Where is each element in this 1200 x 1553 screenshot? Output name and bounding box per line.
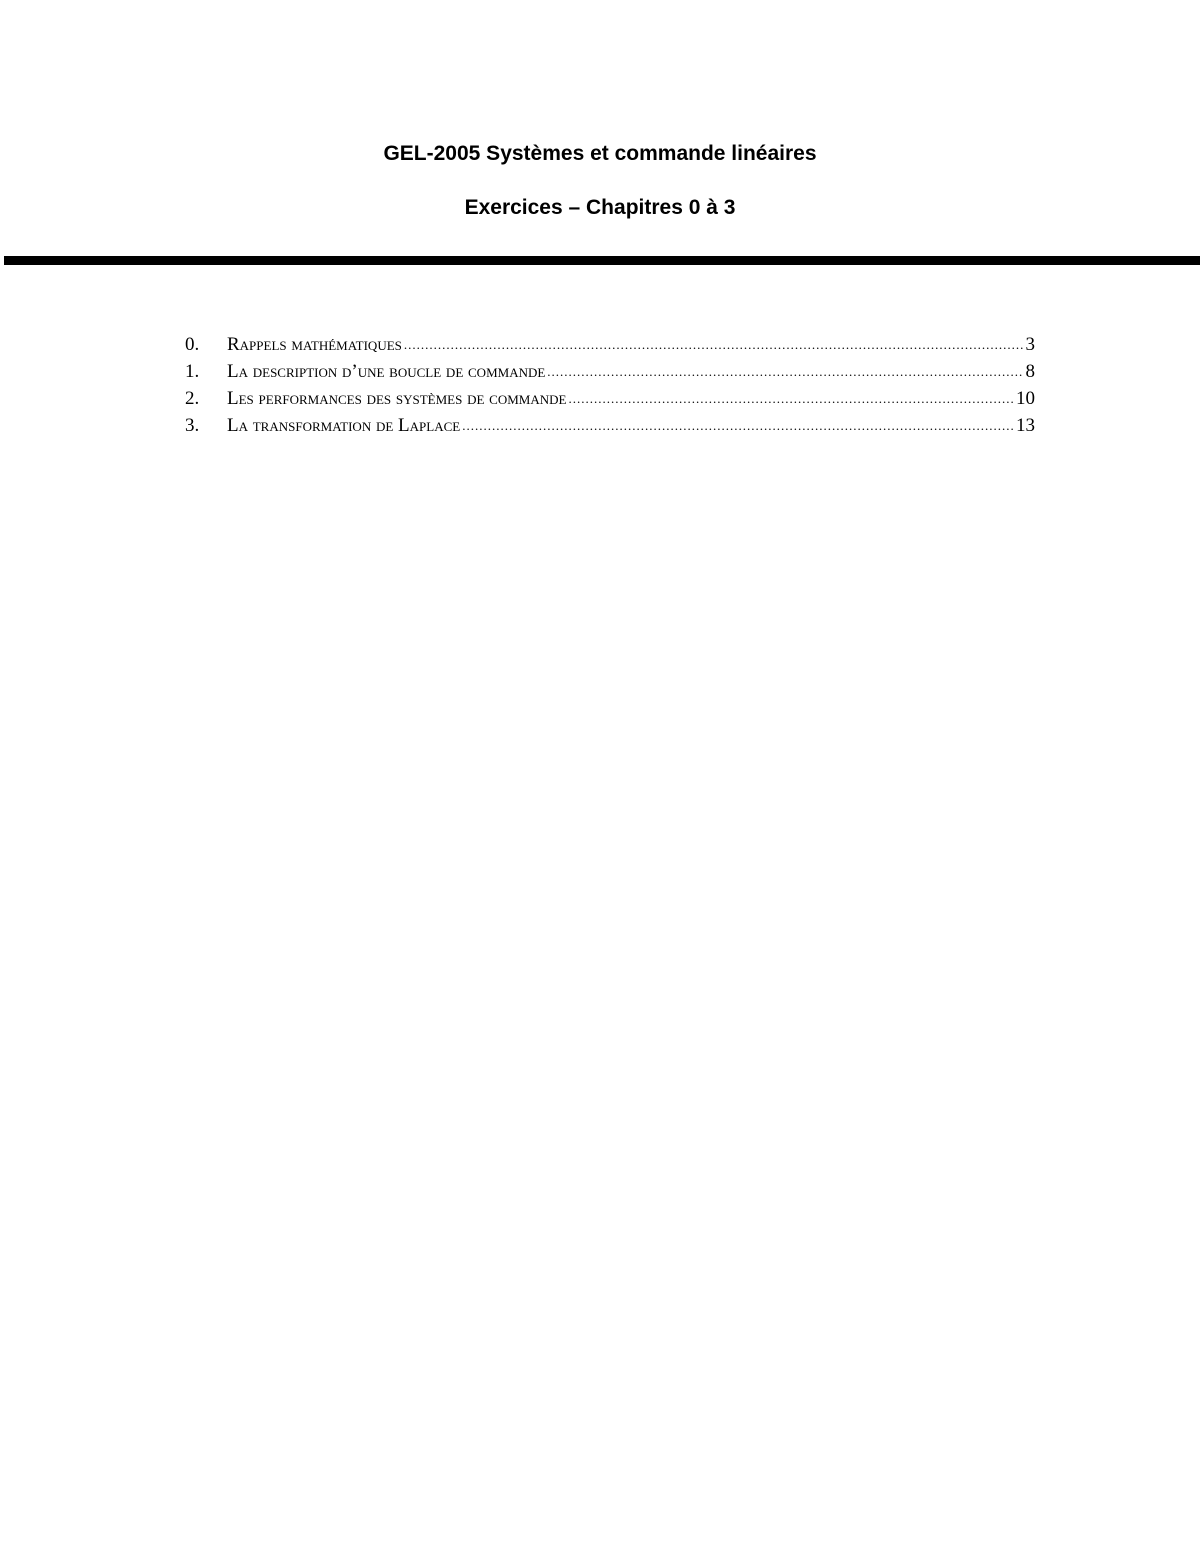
toc-entry-number: 3. xyxy=(185,415,200,436)
toc-entry-page: 8 xyxy=(1025,361,1035,382)
toc-entry-number: 0. xyxy=(185,334,200,355)
toc-entry-label: Rappels mathématiques xyxy=(227,334,402,355)
toc-entry-number: 1. xyxy=(185,361,200,382)
table-of-contents xyxy=(185,331,1035,439)
toc-entry-chapter-3[interactable] xyxy=(185,412,1035,439)
toc-entry-number: 2. xyxy=(185,388,200,409)
document-title: GEL-2005 Systèmes et commande linéaires xyxy=(383,142,817,165)
toc-entry-chapter-2[interactable] xyxy=(185,385,1035,412)
toc-entry-label: Les performances des systèmes de commande xyxy=(227,388,567,409)
dot-leader xyxy=(404,331,1023,358)
toc-entry-page: 10 xyxy=(1016,388,1035,409)
toc-entry-label: La transformation de Laplace xyxy=(227,415,461,436)
dot-leader xyxy=(568,385,1013,412)
dot-leader xyxy=(462,412,1013,439)
toc-entry-page: 3 xyxy=(1025,334,1035,355)
toc-entry-page: 13 xyxy=(1016,415,1035,436)
document-subtitle: Exercices – Chapitres 0 à 3 xyxy=(464,196,736,219)
toc-entry-chapter-0[interactable] xyxy=(185,331,1035,358)
toc-entry-label: La description d’une boucle de commande xyxy=(227,361,546,382)
dot-leader xyxy=(547,358,1022,385)
horizontal-divider xyxy=(4,256,1200,265)
toc-entry-chapter-1[interactable] xyxy=(185,358,1035,385)
